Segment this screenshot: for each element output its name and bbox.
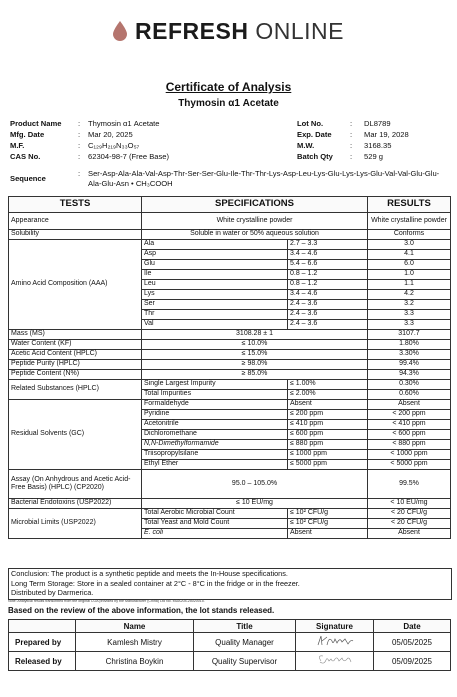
table-cell: ≤ 15.0%	[142, 350, 368, 360]
table-cell: White crystalline powder	[368, 213, 451, 230]
cas-number: 62304-98-7 (Free Base)	[88, 152, 170, 161]
table-cell: < 600 ppm	[368, 430, 451, 440]
exp-date: Mar 19, 2028	[364, 130, 409, 139]
table-cell: < 10 EU/mg	[368, 499, 451, 509]
table-cell: Absent	[368, 400, 451, 410]
table-cell: 1.0	[368, 270, 451, 280]
table-cell: Mass (MS)	[9, 330, 142, 340]
table-cell: Conforms	[368, 230, 451, 240]
table-cell: Ile	[142, 270, 288, 280]
table-cell: < 410 ppm	[368, 420, 451, 430]
table-cell: Water Content (KF)	[9, 340, 142, 350]
table-cell: 0.60%	[368, 390, 451, 400]
table-cell: SPECIFICATIONS	[142, 197, 368, 213]
table-cell: Title	[194, 620, 296, 633]
table-cell: Residual Solvents (GC)	[9, 400, 142, 470]
table-cell: 1.1	[368, 280, 451, 290]
table-cell: ≤ 5000 ppm	[288, 460, 368, 470]
molecular-weight: 3168.35	[364, 141, 392, 150]
table-cell: 0.8 – 1.2	[288, 280, 368, 290]
table-cell: Appearance	[9, 213, 142, 230]
table-cell: ≤ 600 ppm	[288, 430, 368, 440]
table-row	[9, 240, 451, 250]
table-cell: < 200 ppm	[368, 410, 451, 420]
table-cell: 3.3	[368, 310, 451, 320]
table-cell: Microbial Limits (USP2022)	[9, 509, 142, 539]
table-cell: Single Largest Impurity	[142, 380, 288, 390]
table-cell: Triisopropylsilane	[142, 450, 288, 460]
table-row	[9, 633, 451, 652]
table-cell: ≥ 98.0%	[142, 360, 368, 370]
table-cell: 2.4 – 3.6	[288, 320, 368, 330]
table-row	[9, 499, 451, 509]
table-cell: Dichloromethane	[142, 430, 288, 440]
table-cell: 95.0 – 105.0%	[142, 470, 368, 499]
table-cell: 3.30%	[368, 350, 451, 360]
brand-name: REFRESH ONLINE	[135, 17, 344, 44]
table-cell: 3.4 – 4.6	[288, 250, 368, 260]
table-cell: 99.4%	[368, 360, 451, 370]
table-cell: Signature	[296, 620, 374, 633]
table-row	[9, 509, 451, 519]
table-cell: Glu	[142, 260, 288, 270]
table-cell: 0.30%	[368, 380, 451, 390]
table-cell: Total Aerobic Microbial Count	[142, 509, 288, 519]
table-cell: N,N-Dimethylformamide	[142, 440, 288, 450]
table-cell: Absent	[368, 529, 451, 539]
table-cell: 1.80%	[368, 340, 451, 350]
product-name: Thymosin α1 Acetate	[88, 119, 160, 128]
table-cell: 99.5%	[368, 470, 451, 499]
table-cell: Acetonitrile	[142, 420, 288, 430]
table-cell: 3107.7	[368, 330, 451, 340]
table-cell: Date	[374, 620, 451, 633]
table-cell: ≤ 1.00%	[288, 380, 368, 390]
table-row	[9, 400, 451, 410]
signoff-table	[8, 619, 451, 671]
table-cell: ≤ 10 EU/mg	[142, 499, 368, 509]
table-cell: White crystalline powder	[142, 213, 368, 230]
batch-qty: 529 g	[364, 152, 384, 161]
table-cell: Ala	[142, 240, 288, 250]
table-cell: RESULTS	[368, 197, 451, 213]
table-cell: Val	[142, 320, 288, 330]
table-cell: 4.1	[368, 250, 451, 260]
prepared-date: 05/05/2025	[374, 633, 451, 652]
preparer-title: Quality Manager	[194, 633, 296, 652]
table-row	[9, 350, 451, 360]
table-cell: Leu	[142, 280, 288, 290]
table-cell: Acetic Acid Content (HPLC)	[9, 350, 142, 360]
table-row	[9, 330, 451, 340]
table-cell: ≤ 200 ppm	[288, 410, 368, 420]
table-cell: Lys	[142, 290, 288, 300]
table-cell: ≤ 1000 ppm	[288, 450, 368, 460]
table-cell: ≥ 85.0%	[142, 370, 368, 380]
table-row	[9, 213, 451, 230]
table-cell: Solubility	[9, 230, 142, 240]
table-row	[9, 380, 451, 390]
table-cell: TESTS	[9, 197, 142, 213]
table-cell: Related Substances (HPLC)	[9, 380, 142, 400]
table-cell: Amino Acid Composition (AAA)	[9, 240, 142, 330]
releaser-title: Quality Supervisor	[194, 652, 296, 671]
releaser-name: Christina Boykin	[76, 652, 194, 671]
table-cell: ≤ 410 ppm	[288, 420, 368, 430]
table-cell: Released by	[9, 652, 76, 671]
table-cell: < 1000 ppm	[368, 450, 451, 460]
table-cell: E. coli	[142, 529, 288, 539]
table-cell: 0.8 – 1.2	[288, 270, 368, 280]
releaser-signature	[296, 652, 374, 671]
table-cell: 4.2	[368, 290, 451, 300]
table-cell: Pyridine	[142, 410, 288, 420]
table-cell: Ethyl Ether	[142, 460, 288, 470]
table-row	[9, 470, 451, 499]
molecular-formula: C₁₂₉H₂₁₉N₃₃O₅₇	[88, 141, 140, 150]
table-cell: Assay (On Anhydrous and Acetic Acid-Free Basis) (HPLC) (CP2020)	[9, 470, 142, 499]
table-cell: ≤ 10² CFU/g	[288, 519, 368, 529]
table-cell: ≤ 10² CFU/g	[288, 509, 368, 519]
conclusion: Conclusion: The product is a synthetic peptide and meets the In-House specifications. Long Term Storage: Store in a sealed container at 2°C - 8°C in the fridge or in the freezer. Distributed by Darmerica.	[8, 568, 452, 600]
table-cell: < 20 CFU/g	[368, 509, 451, 519]
table-cell: Soluble in water or 50% aqueous solution	[142, 230, 368, 240]
table-cell: Ser	[142, 300, 288, 310]
table-row	[9, 340, 451, 350]
table-cell: Asp	[142, 250, 288, 260]
footnote: Note: Analytical results transcribed from the original COA provided by the Manufacturer (China) Ltd No. MDA204-25020015.	[8, 599, 205, 603]
table-cell	[9, 620, 76, 633]
document-title: Certificate of Analysis	[165, 80, 292, 94]
table-cell: 3.2	[368, 300, 451, 310]
preparer-signature	[296, 633, 374, 652]
table-cell: Peptide Content (N%)	[9, 370, 142, 380]
table-row	[9, 370, 451, 380]
product-meta: Product Name : Thymosin α1 Acetate Lot No. : DL8789 Mfg. Date : Mar 20, 2025 Exp. Date : Mar 19, 2028 M.F. : C₁₂₉H₂₁₉N₃₃O₅₇ M.W. : 3168.35 CAS No. : 62304-98-7 (Free Base) Batch Qty : 529 g	[10, 119, 409, 161]
results-table	[8, 196, 451, 539]
table-row	[9, 230, 451, 240]
released-date: 05/09/2025	[374, 652, 451, 671]
table-cell: 2.4 – 3.6	[288, 300, 368, 310]
table-cell: 3.0	[368, 240, 451, 250]
table-cell: Absent	[288, 400, 368, 410]
table-cell: 3108.28 ± 1	[142, 330, 368, 340]
lot-number: DL8789	[364, 119, 391, 128]
product-title: Thymosin α1 Acetate	[178, 98, 279, 109]
table-cell: Peptide Purity (HPLC)	[9, 360, 142, 370]
table-cell: 3.3	[368, 320, 451, 330]
header	[0, 0, 457, 62]
table-cell: 3.4 – 4.6	[288, 290, 368, 300]
table-cell: 94.3%	[368, 370, 451, 380]
preparer-name: Kamlesh Mistry	[76, 633, 194, 652]
table-cell: 5.4 – 6.6	[288, 260, 368, 270]
table-cell: Total Impurities	[142, 390, 288, 400]
table-cell: Formaldehyde	[142, 400, 288, 410]
table-row	[9, 360, 451, 370]
table-cell: < 5000 ppm	[368, 460, 451, 470]
release-statement: Based on the review of the above information, the lot stands released.	[8, 606, 275, 615]
drop-icon	[113, 21, 127, 41]
table-cell: 2.4 – 3.6	[288, 310, 368, 320]
table-cell: Absent	[288, 529, 368, 539]
table-cell: Thr	[142, 310, 288, 320]
table-cell: Total Yeast and Mold Count	[142, 519, 288, 529]
table-cell: Name	[76, 620, 194, 633]
sequence-value: Ser-Asp-Ala-Ala-Val-Asp-Thr-Ser-Ser-Glu-Ile-Thr-Thr-Lys-Asp-Leu-Lys-Glu-Lys-Lys-Glu-Val-Val-Glu-Glu-Ala-Glu-Asn • CH₃COOH	[88, 169, 440, 188]
table-cell: 2.7 – 3.3	[288, 240, 368, 250]
table-cell: 6.0	[368, 260, 451, 270]
table-cell: Prepared by	[9, 633, 76, 652]
table-row	[9, 652, 451, 671]
table-cell: ≤ 2.00%	[288, 390, 368, 400]
table-cell: Bacterial Endotoxins (USP2022)	[9, 499, 142, 509]
brand-logo	[113, 18, 344, 45]
table-cell: < 880 ppm	[368, 440, 451, 450]
table-cell: < 20 CFU/g	[368, 519, 451, 529]
table-cell: ≤ 880 ppm	[288, 440, 368, 450]
table-cell: ≤ 10.0%	[142, 340, 368, 350]
mfg-date: Mar 20, 2025	[88, 130, 133, 139]
